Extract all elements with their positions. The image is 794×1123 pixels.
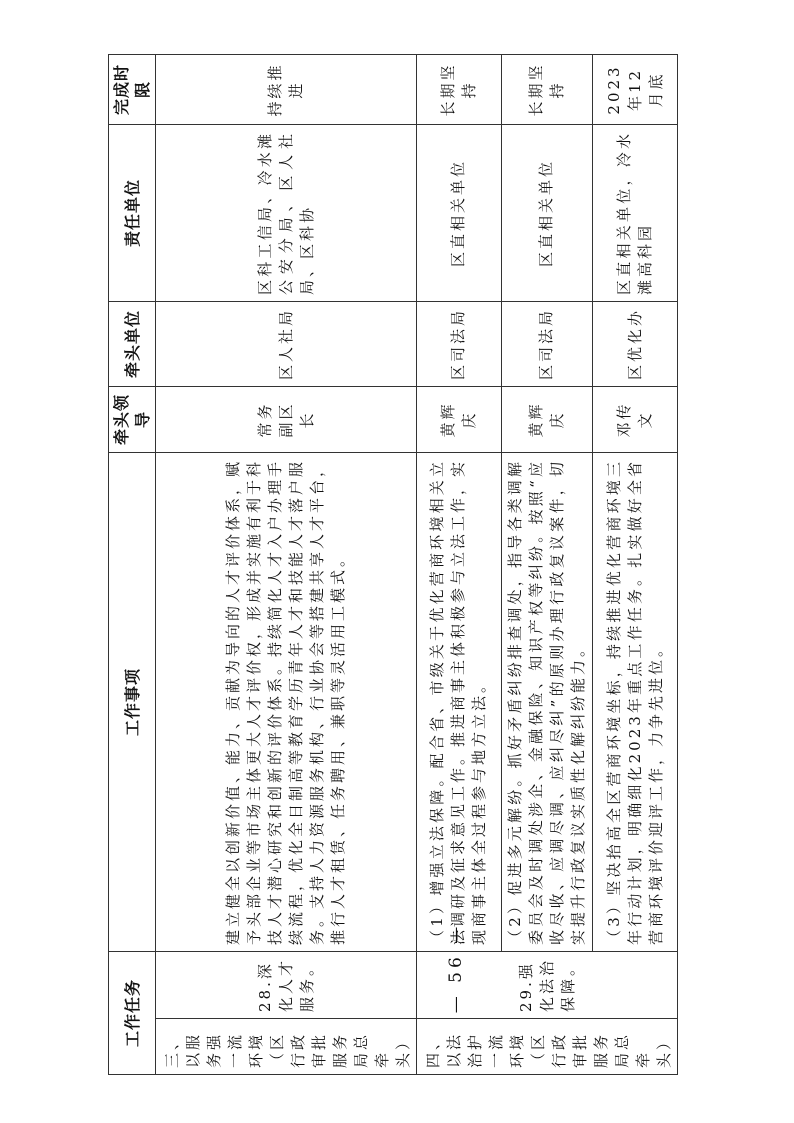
task-name: 28.深化人才服务。 [156, 951, 417, 1018]
header-row [109, 54, 156, 1074]
resp-unit: 区科工信局、冷水滩公安分局、区人社局、区科协 [156, 124, 417, 301]
header-deadline: 完成时限 [109, 54, 156, 124]
work-item: （3）坚决抬高全区营商环境坐标，持续推进优化营商环境三年行动计划，明确细化2023年重点工作任务。扎实做好全省营商环境评价迎评工作，力争先进位。 [593, 452, 678, 951]
task-name: 29.强化法治保障。 [417, 951, 678, 1018]
header-lead-unit: 牵头单位 [109, 301, 156, 386]
header-item: 工作事项 [109, 452, 156, 951]
resp-unit: 区直相关单位 [417, 124, 502, 301]
lead-unit: 区优化办 [593, 301, 678, 386]
header-resp-unit: 责任单位 [109, 124, 156, 301]
table-row [501, 54, 593, 1074]
resp-unit: 区直相关单位，冷水滩高科园 [593, 124, 678, 301]
lead-unit: 区司法局 [417, 301, 502, 386]
deadline: 2023年12月底 [593, 54, 678, 124]
leader: 黄辉庆 [501, 386, 593, 452]
page-number: — 56 — [446, 922, 466, 1014]
work-item: 建立健全以创新价值、能力、贡献为导向的人才评价体系，赋予头部企业等市场主体更大人才评价权，形成并实施有利于科技人才潜心研究和创新的评价体系。持续简化人才入户办理手续流程，优化全日制高等教育学历青年人才和技能人才落户服务。支持人力资源服务机构、行业协会等搭建共享人才平台，推行人才租赁、任务聘用、兼职等灵活用工模式。 [156, 452, 417, 951]
deadline: 持续推进 [156, 54, 417, 124]
deadline: 长期坚持 [501, 54, 593, 124]
lead-unit: 区人社局 [156, 301, 417, 386]
group-title: 三、以服务强一流环境（区行政审批服务局总牵头） [156, 1019, 417, 1075]
work-task-table [108, 54, 678, 1075]
table-row [593, 54, 678, 1074]
deadline: 长期坚持 [417, 54, 502, 124]
leader: 黄辉庆 [417, 386, 502, 452]
table-row [156, 54, 417, 1074]
work-item: （2）促进多元解纷。抓好矛盾纠纷排查调处，指导各类调解委员会及时调处涉企、金融保险、知识产权等纠纷。按照“应收尽收、应调尽调、应纠尽纠”的原则办理行政复议案件，切实提升行政复议实质性化解纠纷能力。 [501, 452, 593, 951]
header-leader: 牵头领导 [109, 386, 156, 452]
leader: 邓传文 [593, 386, 678, 452]
header-task: 工作任务 [109, 951, 156, 1074]
group-title: 四、以法治护一流环境（区行政审批服务局总牵头） [417, 1019, 678, 1075]
lead-unit: 区司法局 [501, 301, 593, 386]
work-item: （1）增强立法保障。配合省、市级关于优化营商环境相关立法调研及征求意见工作。推进商事主体积极参与立法工作，实现商事主体全过程参与地方立法。 [417, 452, 502, 951]
resp-unit: 区直相关单位 [501, 124, 593, 301]
leader: 常务副区长 [156, 386, 417, 452]
